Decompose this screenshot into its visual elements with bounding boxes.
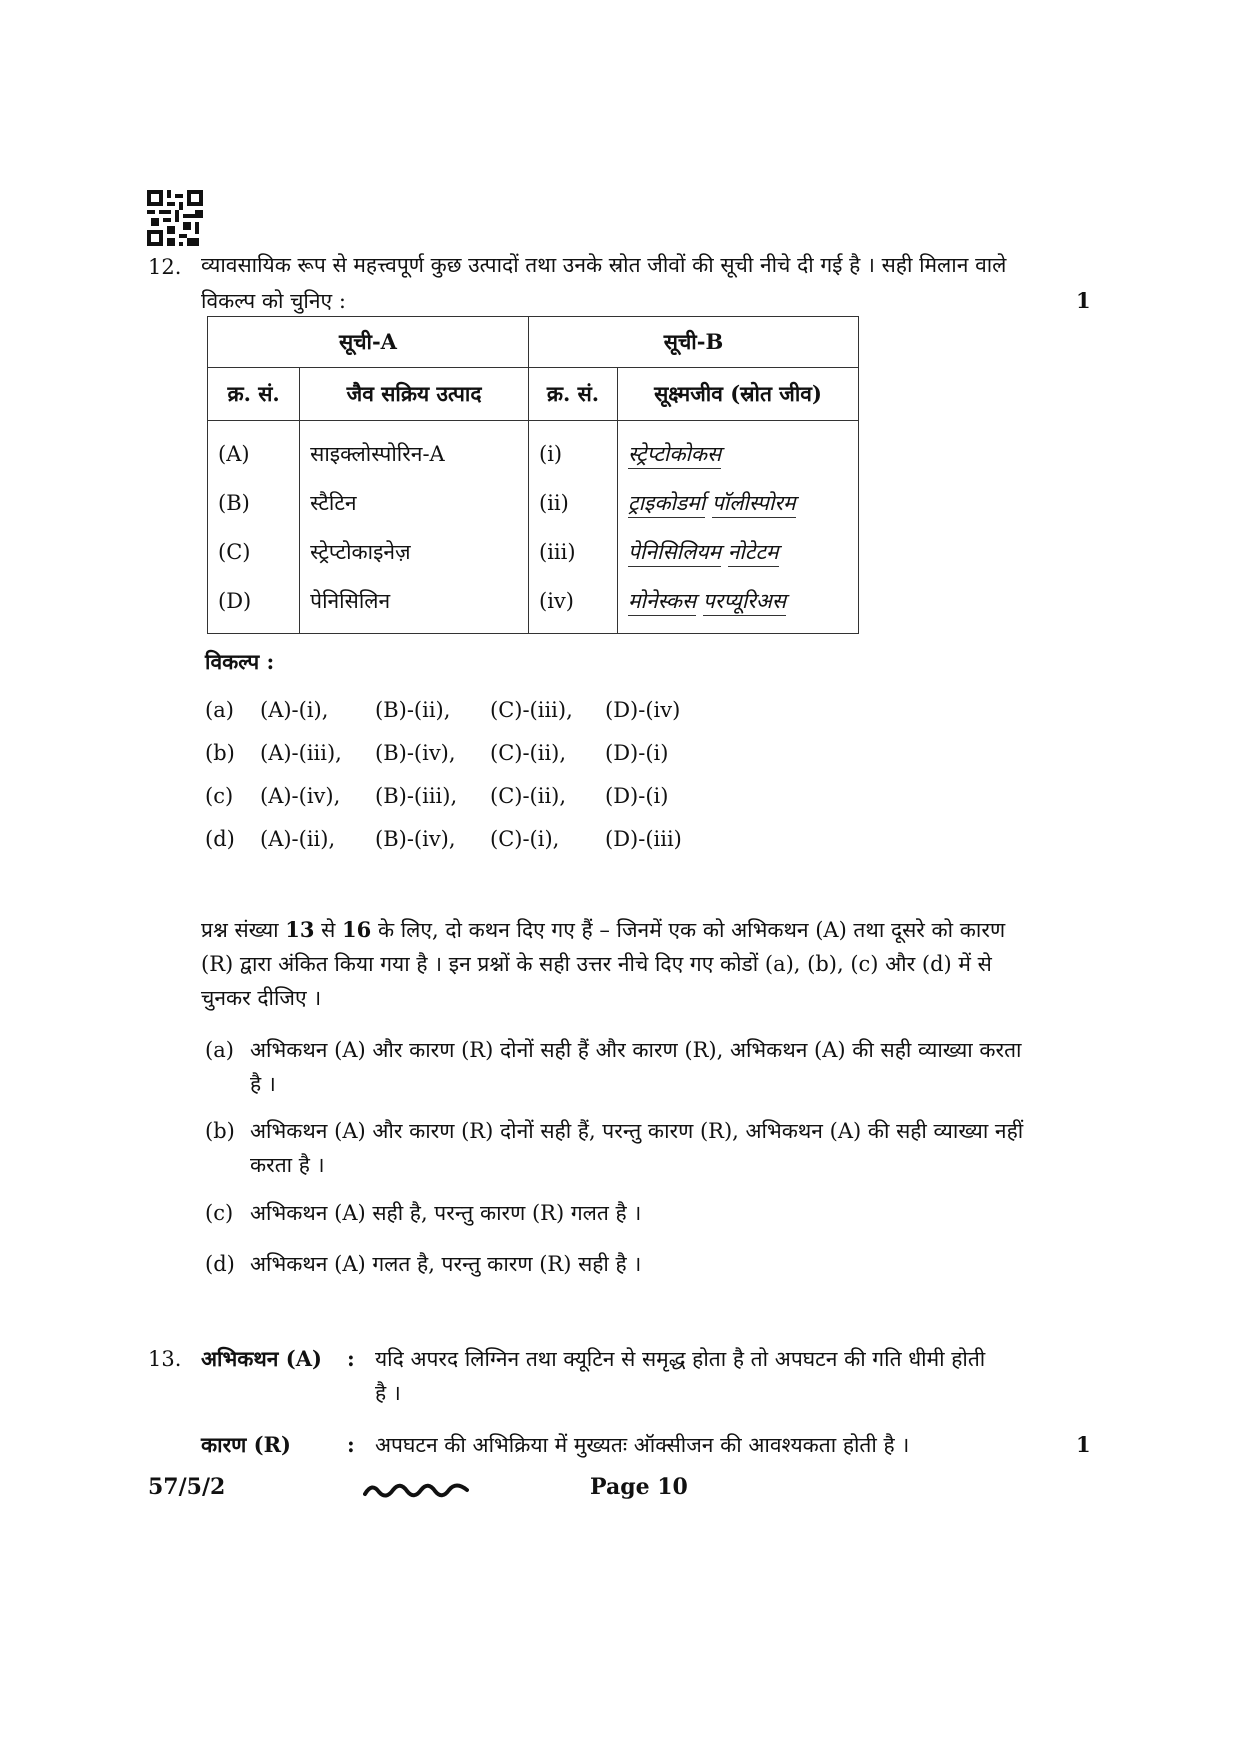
table-row: (D) पेनिसिलिन (iv) मोनेस्कस परप्यूरिअस bbox=[208, 576, 859, 634]
match-table bbox=[207, 316, 859, 634]
question-12-text-line2: विकल्प को चुनिए : bbox=[201, 289, 346, 313]
option-d[interactable]: (d) (A)-(ii), (B)-(iv), (C)-(i), (D)-(iii) bbox=[205, 827, 682, 851]
assertion-text: यदि अपरद लिग्निन तथा क्यूटिन से समृद्ध होता है तो अपघटन की गति धीमी होती है । bbox=[375, 1347, 986, 1405]
choice-b-text: अभिकथन (A) और कारण (R) दोनों सही हैं, परन्तु कारण (R), अभिकथन (A) की सही व्याख्या नहीं करता है । bbox=[250, 1119, 1024, 1177]
question-13-marks: 1 bbox=[1076, 1432, 1091, 1457]
choice-c-text: अभिकथन (A) सही है, परन्तु कारण (R) गलत है । bbox=[250, 1201, 642, 1225]
choice-c-label: (c) bbox=[205, 1201, 234, 1225]
col-organism: सूक्ष्मजीव (स्रोत जीव) bbox=[618, 368, 859, 421]
instructions-line3: चुनकर दीजिए । bbox=[201, 986, 322, 1010]
choice-b-label: (b) bbox=[205, 1119, 235, 1143]
paper-code: 57/5/2 bbox=[148, 1474, 226, 1500]
choice-a-label: (a) bbox=[205, 1038, 234, 1062]
reason-label: कारण (R) bbox=[201, 1432, 291, 1457]
option-b[interactable]: (b) (A)-(iii), (B)-(iv), (C)-(ii), (D)-(i) bbox=[205, 741, 669, 765]
choice-d-label: (d) bbox=[205, 1252, 235, 1276]
instructions-line1: प्रश्न संख्या 13 से 16 के लिए, दो कथन दिए गए हैं – जिनमें एक को अभिकथन (A) तथा दूसरे को कारण bbox=[201, 917, 1006, 942]
table-row: (B) स्टैटिन (ii) ट्राइकोडर्मा पॉलीस्पोरम bbox=[208, 478, 859, 527]
table-row: (A) साइक्लोस्पोरिन-A (i) स्ट्रेप्टोकोकस bbox=[208, 421, 859, 479]
question-number-13: 13. bbox=[148, 1347, 182, 1371]
question-12-text-line1: व्यावसायिक रूप से महत्त्वपूर्ण कुछ उत्पादों तथा उनके स्रोत जीवों की सूची नीचे दी गई है । सही मिलान वाले bbox=[201, 253, 1007, 277]
col-product: जैव सक्रिय उत्पाद bbox=[300, 368, 529, 421]
reason-text: अपघटन की अभिक्रिया में मुख्यतः ऑक्सीजन की आवश्यकता होती है । bbox=[375, 1433, 910, 1457]
col-serial-b: क्र. सं. bbox=[529, 368, 618, 421]
option-c[interactable]: (c) (A)-(iv), (B)-(iii), (C)-(ii), (D)-(i) bbox=[205, 784, 669, 808]
col-serial-a: क्र. सं. bbox=[208, 368, 300, 421]
options-heading: विकल्प : bbox=[205, 649, 275, 674]
assertion-label: अभिकथन (A) bbox=[201, 1346, 322, 1371]
choice-d-text: अभिकथन (A) गलत है, परन्तु कारण (R) सही है । bbox=[250, 1252, 642, 1276]
table-row: (C) स्ट्रेप्टोकाइनेज़ (iii) पेनिसिलियम नोटेटम bbox=[208, 527, 859, 576]
choice-a-text: अभिकथन (A) और कारण (R) दोनों सही हैं और कारण (R), अभिकथन (A) की सही व्याख्या करता है । bbox=[250, 1038, 1022, 1096]
qr-code bbox=[147, 190, 203, 246]
wavy-line-icon bbox=[363, 1478, 469, 1500]
page-number: Page 10 bbox=[590, 1474, 688, 1500]
question-number-12: 12. bbox=[148, 255, 182, 279]
option-a[interactable]: (a) (A)-(i), (B)-(ii), (C)-(iii), (D)-(iv) bbox=[205, 698, 681, 722]
list-b-header: सूची-B bbox=[529, 317, 859, 368]
list-a-header: सूची-A bbox=[208, 317, 529, 368]
assertion-colon: : bbox=[347, 1346, 355, 1371]
instructions-line2: (R) द्वारा अंकित किया गया है । इन प्रश्नों के सही उत्तर नीचे दिए गए कोडों (a), (b), (c) और (d) में से bbox=[201, 952, 992, 976]
question-12-marks: 1 bbox=[1076, 288, 1091, 313]
reason-colon: : bbox=[347, 1432, 355, 1457]
